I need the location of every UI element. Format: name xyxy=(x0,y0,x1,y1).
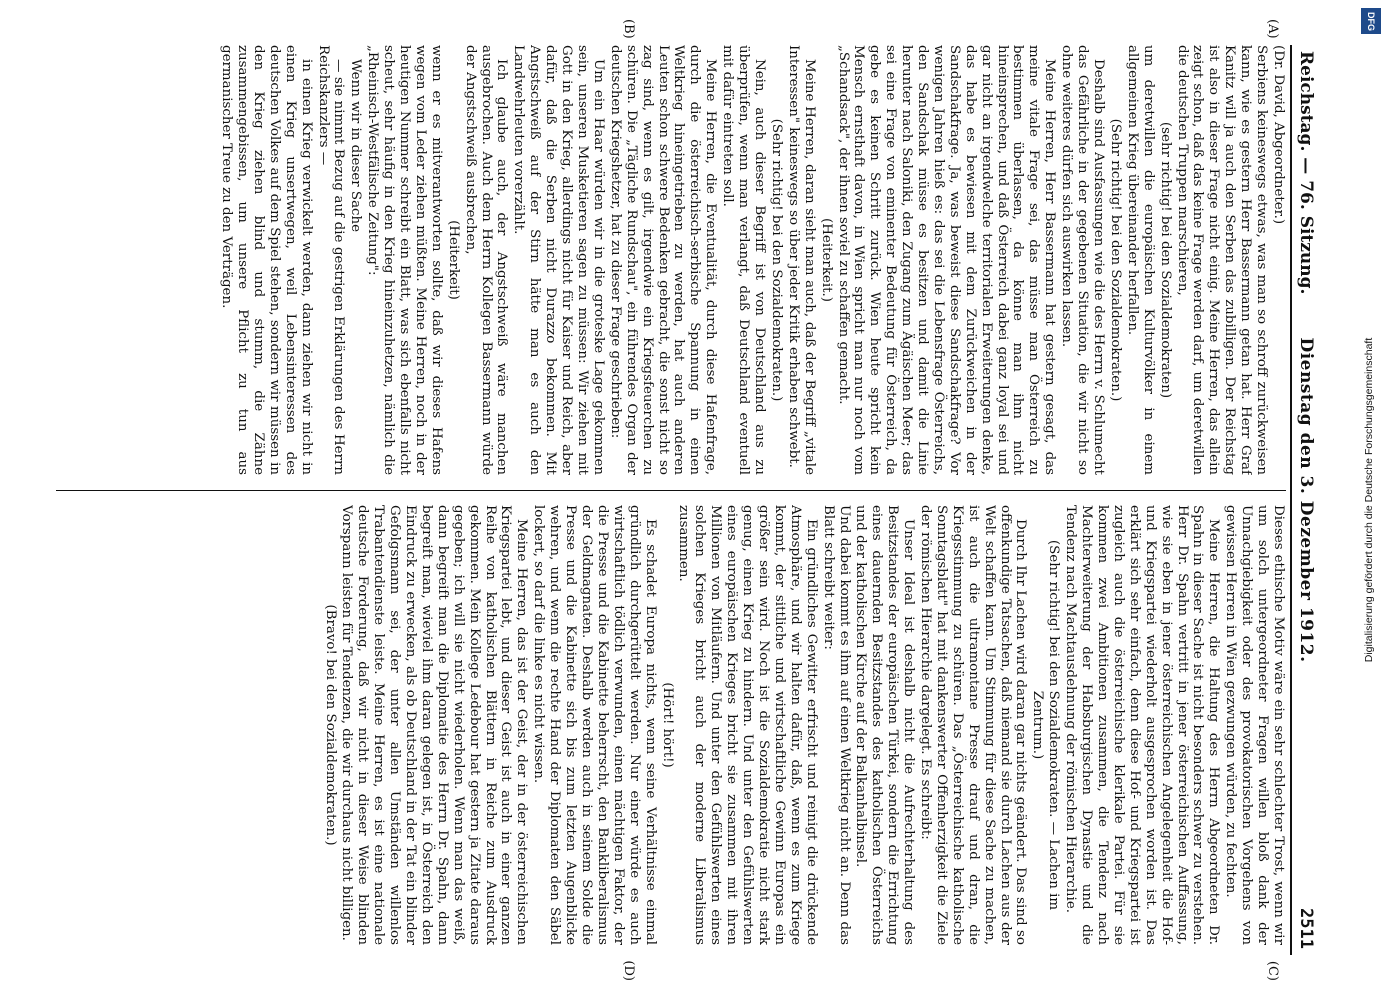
digitization-credit xyxy=(1359,12,1379,988)
quotation: Um ein Haar würden wir in die groteske Lage gekommen sein, unseren Musketieren sagen zu müssen: Wir ziehen mit Gott in den Krieg, allerdings nicht für Kaiser und Reich, aber dafür, daß die Serben nicht Durazzo bekommen. Mit Angstschweiß auf der Stirn hätte man es auch den Landwehrleuten vorerzählt. xyxy=(511,45,606,475)
margin-marker-a: (A) xyxy=(1265,19,1280,39)
paragraph: Meine Herren, die Eventualität, durch diese Hafenfrage, durch die österreichisch-serbische Spannung in einen Weltkrieg hineingetrieben zu werden, hat auch anderen Leuten schon schwere Bedenken gebracht, die sonst nicht so zag sind, wenn es gilt, irgendwie ein Kriegsfeuerchen zu schüren. Die „Tägliche Rundschau", ein führendes Organ der deutschen Kriegshetzer, hat zu dieser Frage geschrieben: xyxy=(607,45,719,475)
paragraph: Meine Herren, die Haltung des Herrn Abgeordneten Dr. Spahn in dieser Sache ist nicht besonders schwer zu verstehen. Herr Dr. Spahn vertritt in jener österreichischen Auffassung, wie sie eben in jener österreichischen Angelegenheit die Hof- und Kriegspartei wiederholt ausgesprochen worden ist. Das erklärt sich sehr einfach, denn diese Hof- und Kriegspartei ist zugleich auch die österreichische klerikale Partei. Für sie kommen zwei Ambitionen zusammen, die Tendenz nach Machterweiterung der Habsburgischen Dynastie und die Tendenz nach Machtausdehnung der römischen Hierarchie. xyxy=(1063,505,1222,945)
header-date: Dienstag den 3. Dezember 1912. xyxy=(1296,337,1316,663)
page-number: 2511 xyxy=(1296,908,1316,949)
quotation: Es schadet Europa nichts, wenn seine Verhältnisse einmal gründlich durchgerüttelt werden. Nur einer würde es auch wirtschaftlich tödlich verwunden, einen mächtigen Faktor, der die Presse und die Kabinette beherrscht, den Bankliberalismus der Geldmagnaten. Deshalb werden auch in seinem Solde die Presse und die Kabinette sich bis zum letzten Augenblicke wehren, und wenn die rechte Hand der Diplomaten den Säbel lockert, so darf die linke es nicht wissen. xyxy=(531,505,658,945)
quotation: Ein gründliches Gewitter erfrischt und reinigt die drückende Atmosphäre, und wir halten dafür, daß, wenn es zum Kriege kommt, der sittliche und wirtschaftliche Gewinn Europas ein größer sein wird. Noch ist die Sozialdemokratie nicht stark genug, einen Krieg zu hindern. Und unter den Gefühlswerten eines europäischen Krieges bricht sie zusammen mit ihren Millionen von Mitläufern. Und unter den Gefühlswerten eines solchen Krieges bricht auch der moderne Liberalismus zusammen. xyxy=(676,505,819,945)
interjection: (Sehr richtig! bei den Sozialdemokraten.) xyxy=(1107,118,1123,402)
paragraph: Durch Ihr Lachen wird daran gar nichts geändert. Das sind so offenkundige Tatsachen, daß niemand sie durch Lachen aus der Welt schaffen kann. Um Stimmung für diese Sache zu machen, ist auch die ultramontane Presse drauf und dran, die Kriegsstimmung zu schüren. Das „Österreichische katholische Sonntagsblatt" hat mit dankenswerter Offenherzigkeit die Ziele der römischen Hierarchie dargelegt. Es schreibt: xyxy=(918,505,1029,945)
quotation: Unser Ideal ist deshalb nicht die Aufrechterhaltung des Besitzstandes der europäischen Türkei, sondern die Errichtung eines dauernden Besitzstandes des katholischen Österreichs und der katholischen Kirche auf der Balkanhalbinsel. xyxy=(853,505,917,945)
paragraph: Deshalb sind Ausfassungen wie die des Herrn v. Schlumecht das Gefährliche in der gegebenen Situation, die wir nicht so ohne weiteres dürfen sich auswirken lassen. xyxy=(1059,45,1107,475)
interjection: (Heiterkeit) xyxy=(445,220,461,300)
paragraph: Meine Herren, das ist der Geist, der in der österreichischen Kriegspartei lebt, und dieser Geist ist auch in einer ganzen Reihe von katholischen Blättern in Reiche zum Ausdruck gekommen. Mein Kollege Ledebour hat gestern ja Zitate daraus gegeben; ich will sie nicht wiederholen. Wenn man das weiß, dann begreift man die Diplomatie des Herrn Dr. Spahn, dann begreift man, wieviel ihm daran gelegen ist, in Österreich den Eindruck zu erwecken, als ob Deutschland in der Tat ein blinder Gefolgsmann sei, der unter allen Umständen willenlos Trabantendienste leiste. Meine Herren, es ist eine nationale deutsche Forderung, daß wir nicht in dieser Weise blinden Vorspann leisten für Tendenzen, die wir durchaus nicht billigen. xyxy=(339,505,530,945)
page-header xyxy=(1290,45,1318,955)
paragraph: um deretwillen die europäischen Kulturvölker in einem allgemeinen Krieg übereinander herfallen. xyxy=(1124,45,1156,475)
interjection: (Heiterkeit.) xyxy=(818,218,834,302)
paragraph: Nein, auch dieser Begriff ist von Deutschland aus zu überprüfen, wenn man verlangt, daß Deutschland eventuell mit dafür eintreten soll. xyxy=(720,45,767,475)
interjection: (Hört! hört!) xyxy=(659,682,675,768)
speaker-line: (Dr. David, Abgeordneter.) xyxy=(1271,45,1286,225)
margin-marker-c: (C) xyxy=(1265,960,1280,981)
credit-text: Digitalisierung gefördert durch die Deutsche Forschungsgemeinschaft xyxy=(1363,337,1375,663)
column-divider xyxy=(56,490,1286,491)
interjection: (Sehr richtig! bei den Sozialdemokraten. — Lachen im Zentrum.) xyxy=(1030,539,1062,911)
left-column xyxy=(56,45,1286,475)
paragraph: Serbiens keineswegs etwas, was man so schroff zurückweisen kann, wie es gestern Herr Bassermann getan hat. Herr Graf Kanitz will ja auch den Serben das zubilligen. Der Reichstag ist also in dieser Frage nicht einig. Meine Herren, das allein zeigt schon, daß das keine Frage werden darf, um deretwillen die deutschen Truppen marschieren, xyxy=(1174,45,1270,475)
paragraph: Und dabei kommt es ihm auf einen Weltkrieg nicht an. Denn das Blatt schreibt weiter: xyxy=(820,505,852,945)
paragraph: Meine Herren, Herr Bassermann hat gestern gesagt, das meine vitale Frage sei, das müsse man Österreich zu bestimmen überlassen, da könne man ihm nicht hineinsprechen, und daß Österreich dabei ganz loyal sei und gar nicht an irgendwelche territorialen Erweiterungen denke, das habe es bewiesen mit dem Zurückweichen in der Sandschakfrage. Ja, was beweist diese Sandschakfrage? Vor wenigen Jahren hieß es: das sei die Lebensfrage Österreichs, den Sandschak müsse es besitzen und damit die Linie herunter nach Saloniki, den Zugang zum Ägäischen Meer; das sei eine Frage von eminenter Bedeutung für Österreich, da gebe es keinen Schritt zurück. Wien heute spricht kein Mensch ernsthaft davon, in Wien spricht man nur noch vom „Schandsack", der ihnen soviel zu schaffen gemacht. xyxy=(835,45,1058,475)
aside: — sie nimmt Bezug auf die gestrigen Erklärungen des Herrn Reichskanzlers — xyxy=(315,45,347,475)
scanned-page xyxy=(46,5,1326,995)
paragraph: Ich glaube auch, der Angstschweiß wäre manchen ausgebrochen. Auch dem Herrn Kollegen Bassermann würde der Angstschweiß ausbrechen, xyxy=(462,45,510,475)
header-session: Reichstag. — 76. Sitzung. xyxy=(1296,51,1316,295)
quotation: Wenn wir in dieser Sache xyxy=(348,59,364,233)
paragraph: Dieses ethische Motiv wäre ein sehr schlechter Trost, wenn wir um solch untergeordneter Fragen willen bloß dank der Unnachgiebigkeit oder des provokatorischen Vorgehens von gewissen Herren in Wien gezwungen würden, zu fechten. xyxy=(1223,505,1286,945)
interjection: (Sehr richtig! bei den Sozialdemokraten.) xyxy=(768,118,784,402)
paragraph: wenn er es mitverantworten sollte, daß wir dieses Hafens wegen vom Leder ziehen müßten. Meine Herren, noch in der heutigen Nummer schreibt ein Blatt, was sich ebenfalls nicht scheut, sehr häufig in den Krieg hineinzuhetzen, nämlich die „Rheinisch-Westfälische Zeitung": xyxy=(365,45,444,475)
paragraph: Meine Herren, daran sieht man auch, daß der Begriff „vitale Interessen" keineswegs so über jeder Kritik erhaben schwebt. xyxy=(785,45,817,475)
margin-marker-d: (D) xyxy=(621,960,636,981)
interjection: (Bravo! bei den Sozialdemokraten.) xyxy=(322,604,338,846)
margin-marker-b: (B) xyxy=(621,19,636,39)
dfg-logo: DFG xyxy=(1361,8,1381,34)
quotation: in einen Krieg verwickelt werden, dann ziehen wir nicht in einen Krieg unsertwegen, weil Lebensinteressen des deutschen Volkes auf dem Spiel stehen, sondern wir müssen in den Krieg ziehen blind und stumm, die Zähne zusammengebissen, um unsere Pflicht zu tun aus germanischer Treue zu den Verträgen. xyxy=(219,45,314,475)
right-column xyxy=(56,505,1286,945)
interjection: (sehr richtig! bei den Sozialdemokraten) xyxy=(1157,121,1173,399)
